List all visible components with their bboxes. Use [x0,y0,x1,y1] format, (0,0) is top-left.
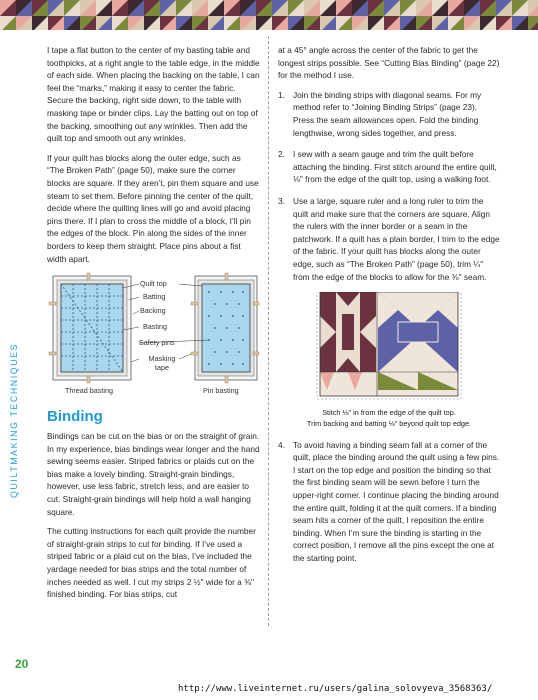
column-divider [268,36,269,626]
list-item [278,89,500,139]
step-number: 2. [278,149,285,160]
step-text: Use a large, square ruler and a long ruler to trim the quilt and make sure that the corners are square. Align the rulers with the inner border or a seam in the patchwork. If a quilt has a plain border, I trim to the edge of the fabric. If your quilt has blocks along the outer edge, such as “The Broken Path” (page 50), trim ¼" from the edge of the blocks to allow for the ⅜" seam. [293,195,500,282]
label-safety-pins: Safety pins [139,338,175,348]
caption-thread-basting: Thread basting [65,386,113,396]
quilt-border-strip [0,0,538,32]
step-number: 4. [278,439,285,450]
label-quilt-top: Quilt top [140,279,167,289]
left-column [47,44,260,608]
step-text: Join the binding strips with diagonal seams. For my method refer to “Joining Binding Strips” (page 23). Press the seam allowances open. Fold the binding lengthwise, wrong sides together, and press. [293,89,482,138]
step-number: 3. [278,195,285,206]
section-side-title: QUILTMAKING TECHNIQUES [9,342,19,498]
right-column [278,44,500,574]
step-number: 1. [278,89,285,100]
list-item [278,195,500,283]
label-backing: Backing [140,306,166,316]
paragraph-bindings: Bindings can be cut on the bias or on the straight of grain. In my experience, bias bindings wear longer and the hand sewing seems easier. Striped fabrics or plaids cut on the bias make a lovely binding. Straight-grain bindings, however, use less fabric, stretch less, and are easier to cut. Straight-grain bindings will help hold a wall hanging square. [47,431,260,517]
quilt-border-pattern-icon [0,0,538,32]
paragraph-basting-table: I tape a flat button to the center of my basting table and toothpicks, at a right angle to the table edge, in the middle of each side. When placing the backing on the table, I can feel the “marks,” making it easy to center the fabric. Secure the backing, right side down, to the table with masking tape or binder clips. Lay the batting out on top of the backing, smoothing out any wrinkles. Then add the quilt top and smooth out any wrinkles. [47,45,260,144]
page-number: 20 [15,657,29,671]
steps-list-continued [278,439,500,565]
paragraph-cutting-instructions: The cutting instructions for each quilt provide the number of straight-grain strips to cut for binding. If I’ve used a striped fabric or a plaid cut on the bias, I’ve included the yardage needed for bias strips and the total number of inches needed as well. I cut my strips 2 ½" wide for a ⅜" finished binding. For bias strips, cut [47,526,256,600]
quilt-corner-figure [278,292,500,429]
paragraph-bias-angle: at a 45° angle across the center of the fabric to get the longest strips possible. See “Cutting Bias Binding” (page 22) for the method I use. [278,45,500,81]
watermark-url: http://www.liveinternet.ru/users/galina_solovyeva_3568363/ [178,684,493,694]
list-item [278,439,500,565]
paragraph-blocks-edge: If your quilt has blocks along the outer edge, such as “The Broken Path” (page 50), make sure the corner blocks are square. If they aren’t, pin them square and use steam to set them. Before pinning the center of the quilt, decide where the quilting lines will go and avoid placing pins there. If I plan to cross the middle of a block, I’ll pin the edges of the block. Pin along the sides of the inner borders to keep them straight. Place pins about a fist width apart. [47,152,259,264]
figure-caption-trim: Trim backing and batting ⅛" beyond quilt top edge. [306,419,472,429]
list-item [278,148,500,186]
basting-diagram [47,272,260,398]
step-text: I sew with a seam gauge and trim the quilt before attaching the binding. First stitch around the entire quilt, ⅛" from the edge of the quilt top, using a walking foot. [293,149,497,185]
caption-pin-basting: Pin basting [203,386,239,396]
quilt-corner-diagram-icon [278,292,500,402]
step-text: To avoid having a binding seam fall at a corner of the quilt, place the binding around the quilt using a few pins. I start on the top edge and position the binding so that the first binding seam will be sewn before I turn the upper-right corner. I continue placing the binding around the entire quilt, folding it at the quilt corners. If a binding seam hits a corner of the quilt, I reposition the entire binding. When I’m sure the binding is starting in the correct position, I remove all the pins except the one at the starting point. [293,439,500,564]
figure-caption-stitch: Stitch ⅛" in from the edge of the quilt top. [322,407,456,417]
label-basting: Basting [143,322,167,332]
section-heading-binding: Binding [47,408,103,426]
label-masking-tape: Masking tape [148,354,176,373]
label-batting: Batting [143,292,166,302]
steps-list [278,89,500,283]
basting-diagram-icon [47,272,260,398]
